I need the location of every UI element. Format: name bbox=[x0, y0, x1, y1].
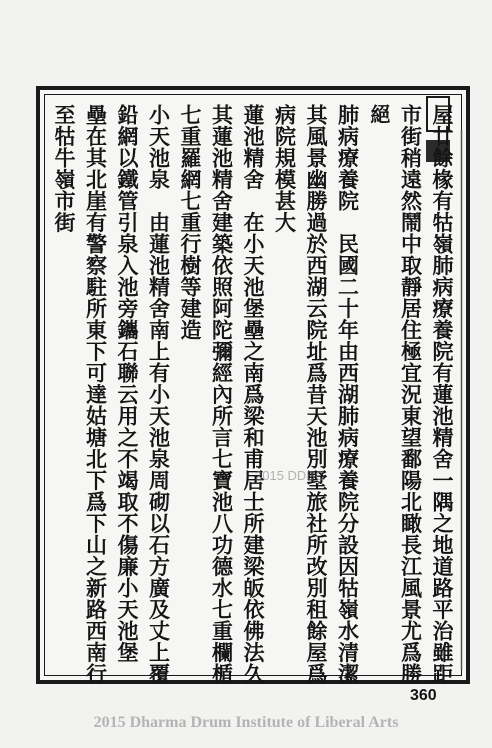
text-column: 壘在其北崖有警察駐所東下可達姑塘北下爲下山之新路西南行 bbox=[83, 104, 109, 685]
page-number: 360 bbox=[410, 687, 437, 704]
center-watermark: 2015 DDBC bbox=[255, 468, 325, 483]
text-column: 其蓮池精舍建築依照阿陀彌經內所言七寶池八功德水七重欄楯 bbox=[209, 104, 235, 685]
text-column: 七重羅網七重行樹等建造 bbox=[178, 104, 203, 341]
gutter-line bbox=[460, 130, 463, 670]
section-heading-column: 肺病療養院 民國二十年由西湖肺病療養院分設因牯嶺水清潔 bbox=[335, 104, 361, 685]
text-column: 鉛網以鐵管引泉入池旁鑴石聯云用之不竭取不傷廉小天池堡 bbox=[115, 104, 140, 663]
section-heading-column: 蓮池精舍 在小天池堡壘之南爲梁和甫居士所建梁皈依佛法久 bbox=[241, 104, 266, 685]
text-column: 其風景幽勝過於西湖云院址爲昔天池別墅旅社所改別租餘屋爲 bbox=[304, 104, 329, 685]
section-heading-column: 小天池泉 由蓮池精舍南上有小天池泉周砌以石方廣及丈上覆 bbox=[146, 104, 172, 685]
text-column-last: 至牯牛嶺市街 bbox=[52, 104, 77, 233]
text-column: 絕 bbox=[367, 104, 391, 125]
text-column: 屋廿餘椽有牯嶺肺病療養院有蓮池精舍一隅之地道路平治雖距 bbox=[430, 104, 455, 685]
text-column: 病院規模甚大 bbox=[272, 104, 298, 233]
text-column: 市街稍遠然鬧中取靜居住極宜況東望鄱陽北瞰長江風景尤爲勝 bbox=[398, 104, 424, 685]
footer-watermark: 2015 Dharma Drum Institute of Liberal Arts bbox=[93, 714, 399, 731]
